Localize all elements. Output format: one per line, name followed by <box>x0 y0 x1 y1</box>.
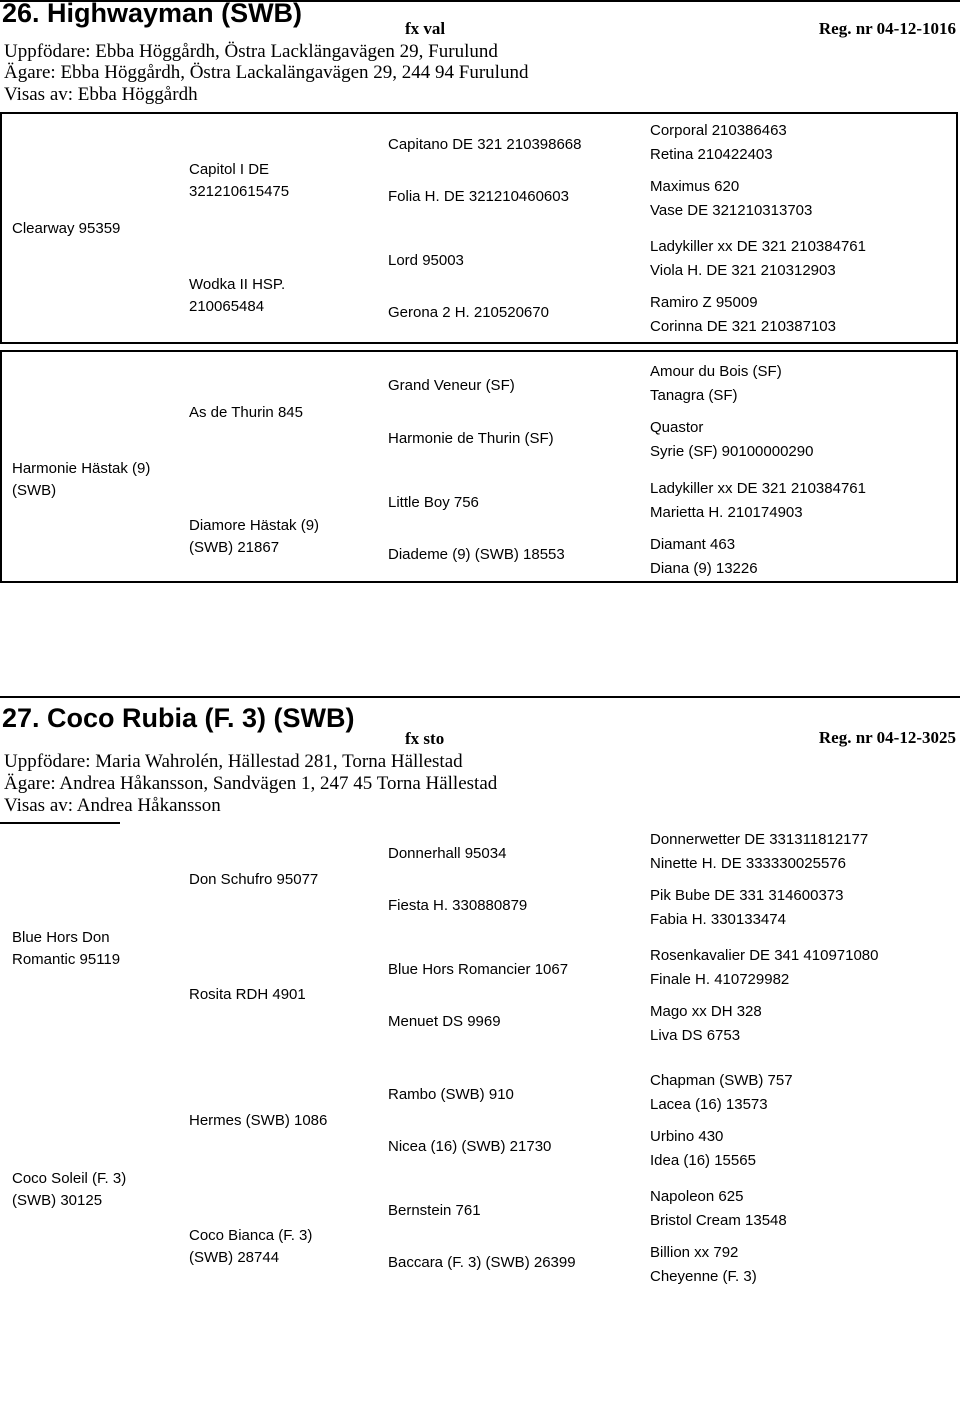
paternal-grandsire: Capitol I DE 321210615475 <box>189 161 290 200</box>
great-great-grandparent: Cheyenne (F. 3) <box>650 1268 757 1285</box>
great-great-grandparent: Maximus 620 <box>650 178 740 195</box>
entry-title: 27. Coco Rubia (F. 3) (SWB) <box>2 703 355 733</box>
great-great-grandparent: Tanagra (SF) <box>650 387 738 404</box>
great-great-grandparent: Diana (9) 13226 <box>650 560 758 577</box>
great-grandparent: Baccara (F. 3) (SWB) 26399 <box>388 1254 576 1271</box>
maternal-granddam: Diamore Hästak (9) (SWB) 21867 <box>189 517 320 556</box>
great-grandparent: Grand Veneur (SF) <box>388 377 515 394</box>
breeder-line: Uppfödare: Maria Wahrolén, Hällestad 281, Torna Hällestad <box>4 751 463 772</box>
great-great-grandparent: Finale H. 410729982 <box>650 971 790 988</box>
great-great-grandparent: Napoleon 625 <box>650 1188 744 1205</box>
pedigree-dam-side <box>0 350 958 583</box>
great-great-grandparent: Retina 210422403 <box>650 146 773 163</box>
header-rule <box>0 822 120 824</box>
paternal-granddam: Wodka II HSP. 210065484 <box>189 276 286 315</box>
great-great-grandparent: Liva DS 6753 <box>650 1027 741 1044</box>
great-great-grandparent: Fabia H. 330133474 <box>650 911 786 928</box>
great-great-grandparent: Donnerwetter DE 331311812177 <box>650 831 869 848</box>
great-great-grandparent: Syrie (SF) 90100000290 <box>650 443 814 460</box>
great-great-grandparent: Urbino 430 <box>650 1128 724 1145</box>
great-grandparent: Diademe (9) (SWB) 18553 <box>388 546 565 563</box>
maternal-granddam: Coco Bianca (F. 3) (SWB) 28744 <box>189 1227 313 1266</box>
dam: Harmonie Hästak (9) (SWB) <box>12 460 151 499</box>
owner-line: Ägare: Ebba Höggårdh, Östra Lackalängavägen 29, 244 94 Furulund <box>4 62 529 83</box>
great-grandparent: Donnerhall 95034 <box>388 845 507 862</box>
great-great-grandparent: Ladykiller xx DE 321 210384761 <box>650 480 866 497</box>
great-great-grandparent: Marietta H. 210174903 <box>650 504 803 521</box>
paternal-grandsire: Don Schufro 95077 <box>189 871 319 888</box>
great-great-grandparent: Vase DE 321210313703 <box>650 202 813 219</box>
great-great-grandparent: Quastor <box>650 419 704 436</box>
great-great-grandparent: Idea (16) 15565 <box>650 1152 756 1169</box>
great-grandparent: Little Boy 756 <box>388 494 479 511</box>
great-great-grandparent: Pik Bube DE 331 314600373 <box>650 887 844 904</box>
sire: Clearway 95359 <box>12 220 121 237</box>
great-great-grandparent: Viola H. DE 321 210312903 <box>650 262 836 279</box>
great-great-grandparent: Ladykiller xx DE 321 210384761 <box>650 238 866 255</box>
registration-number: Reg. nr 04-12-3025 <box>818 728 956 747</box>
entry-class: fx sto <box>405 729 445 748</box>
entry-separator-rule <box>0 696 960 698</box>
maternal-grandsire: Hermes (SWB) 1086 <box>189 1112 328 1129</box>
great-grandparent: Blue Hors Romancier 1067 <box>388 961 569 978</box>
great-great-grandparent: Ninette H. DE 333330025576 <box>650 855 846 872</box>
great-grandparent: Gerona 2 H. 210520670 <box>388 304 549 321</box>
pedigree-sire-side <box>0 112 958 344</box>
entry-title: 26. Highwayman (SWB) <box>2 0 303 28</box>
great-great-grandparent: Chapman (SWB) 757 <box>650 1072 793 1089</box>
sire: Blue Hors Don Romantic 95119 <box>12 929 121 968</box>
great-great-grandparent: Corinna DE 321 210387103 <box>650 318 836 335</box>
breeder-line: Uppfödare: Ebba Höggårdh, Östra Lacklängavägen 29, Furulund <box>4 41 498 62</box>
great-grandparent: Fiesta H. 330880879 <box>388 897 528 914</box>
great-great-grandparent: Billion xx 792 <box>650 1244 739 1261</box>
entry-class: fx val <box>405 19 446 38</box>
great-grandparent: Capitano DE 321 210398668 <box>388 136 582 153</box>
dam: Coco Soleil (F. 3) (SWB) 30125 <box>12 1170 127 1209</box>
great-great-grandparent: Lacea (16) 13573 <box>650 1096 768 1113</box>
great-grandparent: Bernstein 761 <box>388 1202 481 1219</box>
great-grandparent: Folia H. DE 321210460603 <box>388 188 569 205</box>
great-grandparent: Rambo (SWB) 910 <box>388 1086 514 1103</box>
paternal-granddam: Rosita RDH 4901 <box>189 986 306 1003</box>
shown-by-line: Visas av: Andrea Håkansson <box>4 795 221 816</box>
great-grandparent: Harmonie de Thurin (SF) <box>388 430 554 447</box>
owner-line: Ägare: Andrea Håkansson, Sandvägen 1, 247 45 Torna Hällestad <box>4 773 498 794</box>
great-great-grandparent: Rosenkavalier DE 341 410971080 <box>650 947 879 964</box>
great-grandparent: Lord 95003 <box>388 252 464 269</box>
great-great-grandparent: Diamant 463 <box>650 536 736 553</box>
great-great-grandparent: Amour du Bois (SF) <box>650 363 782 380</box>
great-great-grandparent: Bristol Cream 13548 <box>650 1212 787 1229</box>
shown-by-line: Visas av: Ebba Höggårdh <box>4 84 198 105</box>
great-grandparent: Menuet DS 9969 <box>388 1013 501 1030</box>
great-great-grandparent: Ramiro Z 95009 <box>650 294 758 311</box>
maternal-grandsire: As de Thurin 845 <box>189 404 303 421</box>
great-great-grandparent: Mago xx DH 328 <box>650 1003 762 1020</box>
registration-number: Reg. nr 04-12-1016 <box>818 19 956 38</box>
great-great-grandparent: Corporal 210386463 <box>650 122 787 139</box>
great-grandparent: Nicea (16) (SWB) 21730 <box>388 1138 552 1155</box>
